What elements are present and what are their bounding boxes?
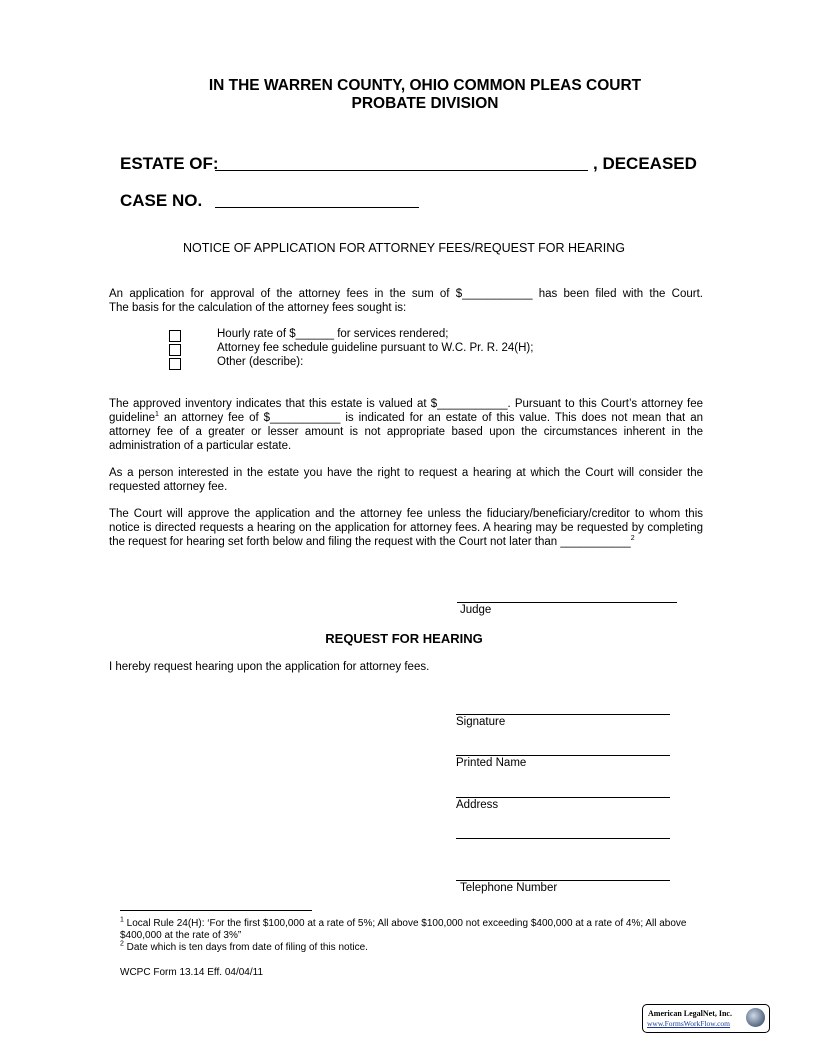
- footnote-2: [120, 942, 710, 954]
- approval-text: The Court will approve the application and the attorney fee unless the fiduciary/beneficiary/creditor to whom this notice is directed requests a hearing on the application for attorney fees. A hearing may be requested by completing the request for hearing set forth below and filing the request with the Court not later than ___________: [109, 508, 703, 548]
- footnote-2-mark: 2: [120, 940, 124, 948]
- footnote-1: [120, 918, 710, 942]
- judge-label: Judge: [460, 604, 492, 616]
- inventory-text-1: The approved inventory indicates that this estate is valued at $___________. Pursuant to this Court’s attorney fee guideline: [109, 398, 703, 424]
- footnote-ref-2: 2: [630, 535, 635, 543]
- other-checkbox[interactable]: [169, 358, 181, 370]
- signature-label: Signature: [456, 716, 506, 728]
- request-statement: I hereby request hearing upon the application for attorney fees.: [109, 661, 430, 673]
- american-legalnet-logo[interactable]: [642, 1004, 770, 1033]
- case-number-label: CASE NO.: [120, 191, 203, 210]
- notice-title: NOTICE OF APPLICATION FOR ATTORNEY FEES/REQUEST FOR HEARING: [183, 241, 625, 255]
- logo-company: American LegalNet, Inc.: [648, 1009, 732, 1018]
- address-line[interactable]: [456, 797, 670, 798]
- globe-icon: [746, 1008, 765, 1027]
- right-paragraph: As a person interested in the estate you have the right to request a hearing at which the Court will consider the requested attorney fee.: [109, 467, 703, 493]
- signature-line[interactable]: [456, 714, 670, 715]
- court-heading: IN THE WARREN COUNTY, OHIO COMMON PLEAS COURT: [208, 77, 642, 94]
- footnote-2-text: Date which is ten days from date of filing of this notice.: [123, 942, 368, 953]
- form-id: WCPC Form 13.14 Eff. 04/04/11: [120, 967, 264, 978]
- estate-label: ESTATE OF:: [120, 154, 219, 173]
- logo-url[interactable]: www.FormsWorkFlow.com: [647, 1019, 731, 1028]
- fee-schedule-checkbox[interactable]: [169, 344, 181, 356]
- footnote-ref-1: 1: [155, 411, 159, 419]
- approval-paragraph: [109, 507, 703, 549]
- inventory-text-2: an attorney fee of $___________ is indicated for an estate of this value. This does not mean that an attorney fee of a greater or lesser amount is not appropriate based upon the circumstances inherent in the administration of a particular estate.: [109, 412, 703, 452]
- hourly-rate-checkbox[interactable]: [169, 330, 181, 342]
- intro-line-2: The basis for the calculation of the attorney fees sought is:: [109, 302, 407, 314]
- footnote-separator: [120, 910, 312, 911]
- address-line-2[interactable]: [456, 838, 670, 839]
- telephone-line[interactable]: [456, 880, 670, 881]
- printed-name-label: Printed Name: [456, 757, 527, 769]
- intro-line-1: An application for approval of the attorney fees in the sum of $___________ has been filed with the Court.: [109, 288, 703, 300]
- request-title: REQUEST FOR HEARING: [325, 631, 483, 646]
- printed-name-line[interactable]: [456, 755, 670, 756]
- footnote-1-text: Local Rule 24(H): ‘For the first $100,000 at a rate of 5%; All above $100,000 not exceeding $400,000 at a rate of 4%; All above $400,000 at the rate of 3%”: [120, 918, 687, 941]
- judge-signature-line[interactable]: [457, 602, 677, 603]
- footnote-1-mark: 1: [120, 916, 124, 924]
- other-option: Other (describe):: [217, 356, 304, 368]
- estate-name-line[interactable]: [215, 170, 588, 171]
- fee-schedule-option: Attorney fee schedule guideline pursuant to W.C. Pr. R. 24(H);: [217, 342, 534, 354]
- address-label: Address: [456, 799, 499, 811]
- hourly-rate-option: Hourly rate of $______ for services rendered;: [217, 328, 449, 340]
- division-heading: PROBATE DIVISION: [351, 95, 499, 112]
- telephone-label: Telephone Number: [460, 882, 558, 894]
- deceased-label: , DECEASED: [593, 154, 697, 173]
- intro-paragraph: [109, 287, 703, 315]
- case-number-line[interactable]: [215, 207, 419, 208]
- inventory-paragraph: [109, 397, 703, 453]
